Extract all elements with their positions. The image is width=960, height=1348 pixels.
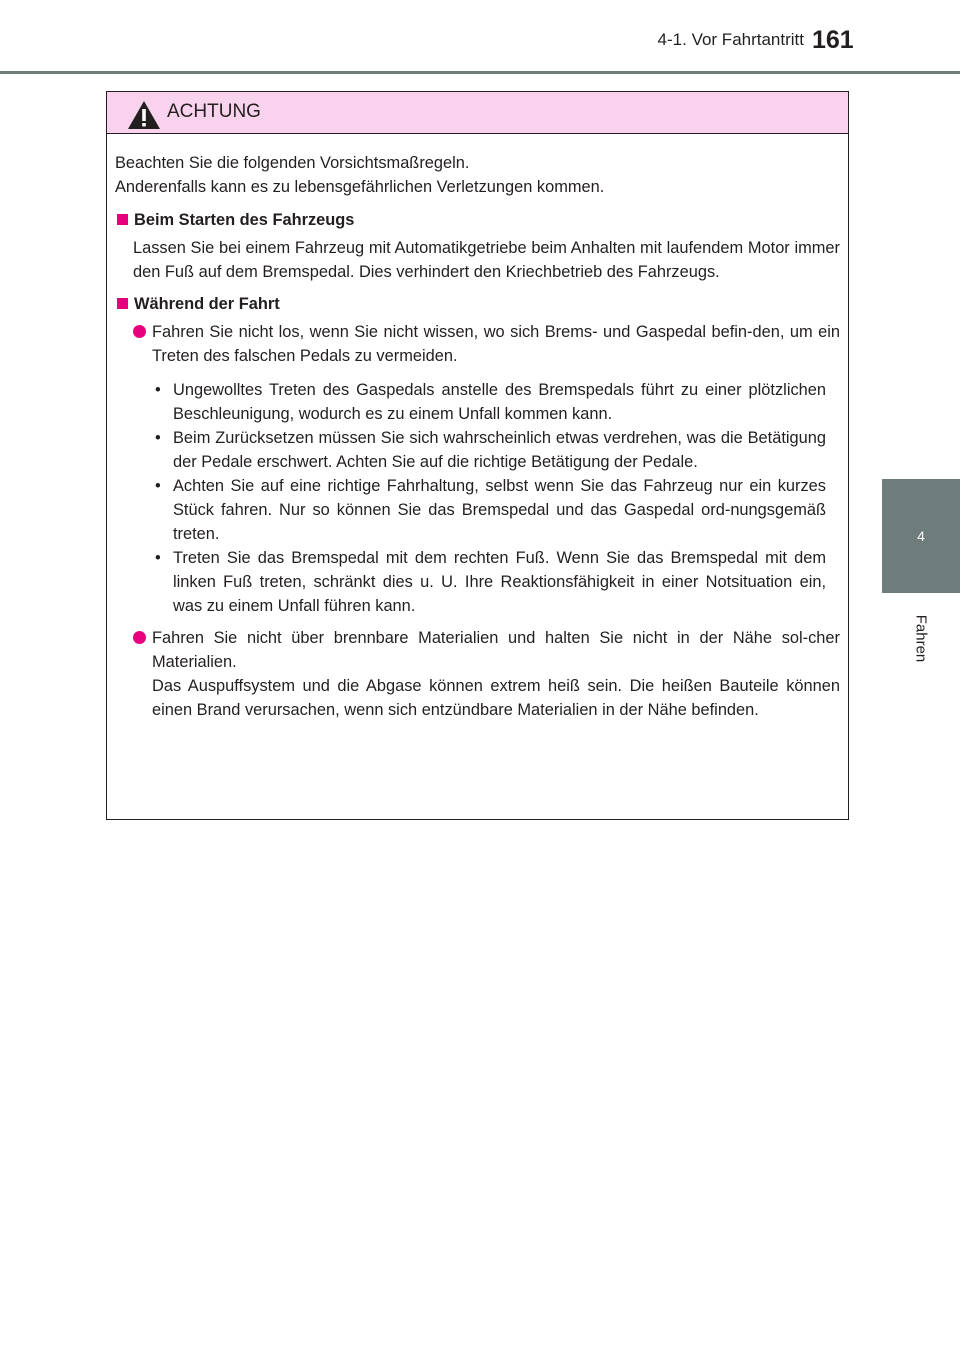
square-marker-icon — [117, 214, 128, 225]
square-marker-icon — [117, 298, 128, 309]
sub-list-item — [151, 474, 826, 546]
bullet-text: Fahren Sie nicht los, wenn Sie nicht wissen, wo sich Brems- und Gaspedal befin-den, um ein Treten des falschen Pedals zu vermeiden. — [152, 323, 840, 365]
section-heading — [115, 292, 840, 316]
sub-item-text: Treten Sie das Bremspedal mit dem rechten Fuß. Wenn Sie das Bremspedal mit dem linken Fuß treten, schränkt dies u. U. Ihre Reaktionsfähigkeit in einer Notsituation ein, was zu einem Unfall führen kann. — [173, 549, 826, 615]
intro-line: Beachten Sie die folgenden Vorsichtsmaßregeln. — [115, 154, 470, 172]
intro-line: Anderenfalls kann es zu lebensgefährlichen Verletzungen kommen. — [115, 178, 605, 196]
section-heading — [115, 208, 840, 232]
sub-item-text: Beim Zurücksetzen müssen Sie sich wahrscheinlich etwas verdrehen, was die Betätigung der Pedale erschwert. Achten Sie auf die richtige Betätigung der Pedale. — [173, 429, 826, 471]
sub-list-item — [151, 426, 826, 474]
sub-bullet-mark: • — [155, 381, 161, 399]
warning-triangle-icon — [127, 100, 161, 130]
chapter-label — [882, 598, 960, 678]
sub-item-text: Achten Sie auf eine richtige Fahrhaltung, selbst wenn Sie das Fahrzeug nur ein kurzes Stück fahren. Nur so können Sie das Bremspedal und das Gaspedal ord-nungsgemäß treten. — [173, 477, 826, 543]
bullet-extra-text: Das Auspuffsystem und die Abgase können extrem heiß sein. Die heißen Bauteile können einen Brand verursachen, wenn sich entzündbare Materialien in der Nähe befinden. — [152, 677, 840, 719]
section-text: Lassen Sie bei einem Fahrzeug mit Automatikgetriebe beim Anhalten mit laufendem Motor immer den Fuß auf dem Bremspedal. Dies verhindert den Kriechbetrieb des Fahrzeugs. — [133, 239, 840, 281]
section-heading-text: Während der Fahrt — [134, 295, 280, 313]
chapter-number: 4 — [917, 528, 925, 544]
section-heading-text: Beim Starten des Fahrzeugs — [134, 211, 355, 229]
sub-list-item — [151, 546, 826, 618]
bullet-item — [115, 320, 840, 368]
sub-list — [115, 378, 840, 618]
caution-body — [107, 134, 848, 722]
sub-bullet-mark: • — [155, 549, 161, 567]
circle-bullet-icon — [133, 325, 146, 338]
caution-header — [107, 92, 848, 134]
caution-box — [106, 91, 849, 820]
chapter-label-text: Fahren — [912, 614, 930, 662]
sub-bullet-mark: • — [155, 477, 161, 495]
circle-bullet-icon — [133, 631, 146, 644]
sub-item-text: Ungewolltes Treten des Gaspedals anstelle des Bremspedals führt zu einer plötzlichen Beschleunigung, wodurch es zu einem Unfall kommen kann. — [173, 381, 826, 423]
sub-bullet-mark: • — [155, 429, 161, 447]
header-section-title: 4-1. Vor Fahrtantritt — [657, 30, 804, 49]
header-rule — [0, 71, 960, 74]
bullet-item — [115, 626, 840, 722]
caution-title: ACHTUNG — [167, 101, 261, 122]
sub-list-item — [151, 378, 826, 426]
page-number: 161 — [812, 26, 854, 54]
bullet-text: Fahren Sie nicht über brennbare Materialien und halten Sie nicht in der Nähe sol-cher Materialien. — [152, 629, 840, 671]
chapter-tab — [882, 479, 960, 593]
